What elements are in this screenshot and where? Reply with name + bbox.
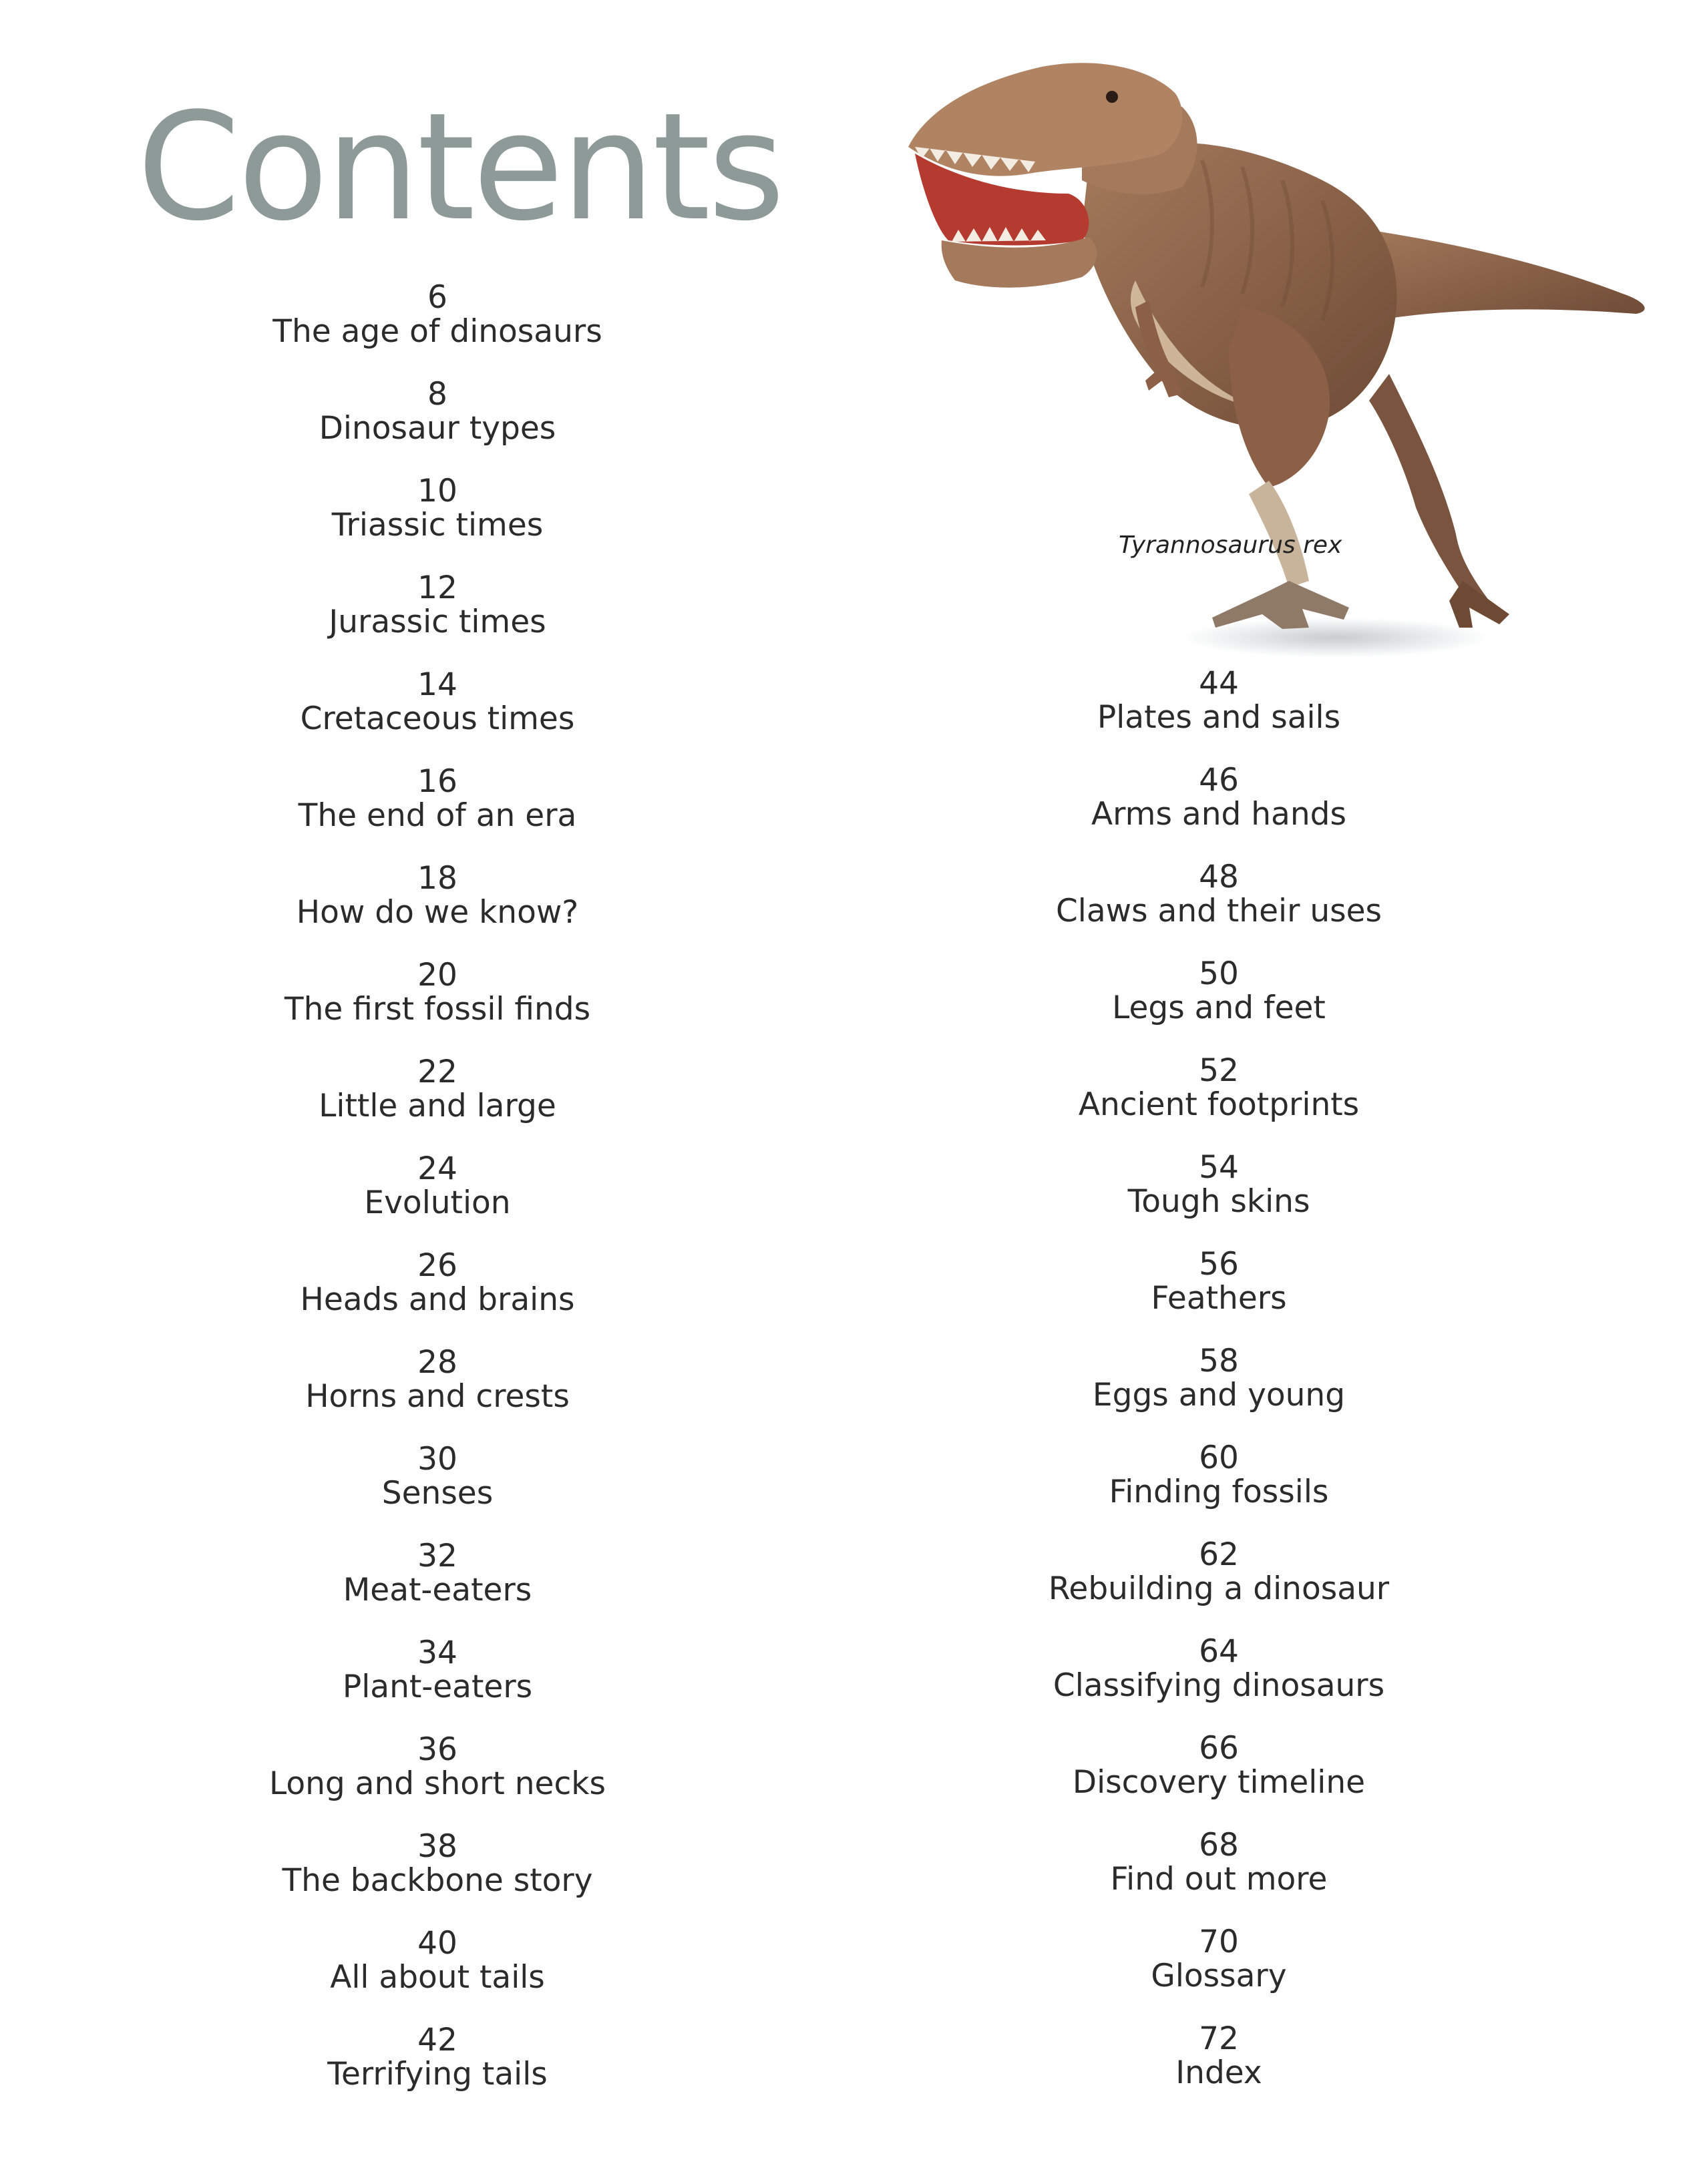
toc-page-number: 36: [417, 1731, 457, 1768]
toc-title: Little and large: [319, 1088, 556, 1124]
toc-page-number: 46: [1199, 762, 1239, 799]
toc-page-number: 12: [417, 570, 457, 606]
toc-title: Claws and their uses: [1055, 893, 1382, 929]
toc-title: Senses: [381, 1475, 494, 1512]
dino-far-leg: [1369, 374, 1489, 608]
toc-page-number: 58: [1199, 1343, 1239, 1379]
toc-page-number: 54: [1199, 1149, 1239, 1186]
toc-title: Finding fossils: [1109, 1474, 1329, 1510]
toc-title: The end of an era: [298, 797, 577, 834]
toc-title: The first fossil finds: [284, 991, 591, 1028]
toc-page-number: 44: [1199, 665, 1239, 702]
toc-page-number: 38: [417, 1828, 457, 1865]
toc-page-number: 62: [1199, 1536, 1239, 1573]
toc-title: Horns and crests: [305, 1378, 570, 1415]
toc-page-number: 52: [1199, 1052, 1239, 1089]
toc-entry[interactable]: [918, 1150, 1519, 1247]
dino-head: [908, 63, 1182, 176]
dino-eye: [1106, 91, 1118, 103]
toc-right-column: [918, 666, 1519, 2119]
toc-page-number: 60: [1199, 1440, 1239, 1476]
toc-title: Triassic times: [331, 507, 544, 543]
toc-page-number: 72: [1199, 2020, 1239, 2057]
toc-title: Find out more: [1110, 1861, 1328, 1898]
toc-entry[interactable]: [137, 1636, 738, 1733]
toc-entry[interactable]: [137, 668, 738, 765]
toc-page-number: 16: [417, 763, 457, 800]
toc-title: Dinosaur types: [319, 410, 556, 447]
toc-title: The age of dinosaurs: [272, 313, 602, 350]
toc-title: Cretaceous times: [300, 700, 575, 737]
toc-entry[interactable]: [918, 1054, 1519, 1150]
toc-title: Evolution: [364, 1184, 511, 1221]
toc-page-number: 20: [417, 957, 457, 994]
toc-entry[interactable]: [137, 1829, 738, 1926]
toc-entry[interactable]: [918, 1828, 1519, 1925]
toc-page-number: 26: [417, 1247, 457, 1284]
toc-entry[interactable]: [137, 1733, 738, 1829]
toc-entry[interactable]: [137, 765, 738, 861]
toc-page-number: 10: [417, 473, 457, 509]
toc-page-number: 14: [417, 666, 457, 703]
toc-title: Glossary: [1151, 1958, 1287, 1994]
tyrannosaurus-icon: [868, 27, 1656, 668]
toc-entry[interactable]: [918, 2022, 1519, 2119]
toc-title: Plates and sails: [1097, 699, 1341, 736]
toc-entry[interactable]: [918, 1441, 1519, 1538]
toc-title: How do we know?: [296, 894, 579, 931]
toc-entry[interactable]: [137, 474, 738, 571]
toc-entry[interactable]: [918, 860, 1519, 957]
toc-entry[interactable]: [137, 1152, 738, 1249]
toc-page-number: 70: [1199, 1924, 1239, 1960]
toc-entry[interactable]: [137, 377, 738, 474]
toc-page-number: 64: [1199, 1633, 1239, 1670]
toc-title: Legs and feet: [1112, 990, 1326, 1026]
toc-page-number: 30: [417, 1441, 457, 1478]
toc-entry[interactable]: [137, 861, 738, 958]
toc-entry[interactable]: [137, 958, 738, 1055]
toc-page-number: 8: [427, 376, 447, 413]
toc-title: Eggs and young: [1092, 1377, 1346, 1413]
toc-entry[interactable]: [137, 2023, 738, 2120]
illustration-caption: Tyrannosaurus rex: [1119, 531, 1342, 559]
toc-title: Rebuilding a dinosaur: [1048, 1570, 1390, 1607]
page-title: Contents: [137, 81, 783, 254]
toc-entry[interactable]: [918, 1731, 1519, 1828]
toc-entry[interactable]: [137, 1926, 738, 2023]
toc-page-number: 34: [417, 1634, 457, 1671]
toc-title: Meat-eaters: [343, 1572, 532, 1608]
toc-page-number: 6: [427, 279, 447, 316]
toc-entry[interactable]: [918, 1925, 1519, 2022]
toc-page-number: 50: [1199, 955, 1239, 992]
toc-page-number: 56: [1199, 1246, 1239, 1283]
toc-entry[interactable]: [918, 1247, 1519, 1344]
toc-title: Heads and brains: [300, 1281, 575, 1318]
toc-page-number: 68: [1199, 1827, 1239, 1864]
toc-entry[interactable]: [918, 1538, 1519, 1634]
toc-entry[interactable]: [137, 1249, 738, 1345]
toc-title: Feathers: [1151, 1280, 1287, 1317]
toc-title: Index: [1175, 2054, 1262, 2091]
toc-page-number: 22: [417, 1054, 457, 1090]
toc-page-number: 66: [1199, 1730, 1239, 1767]
toc-page-number: 40: [417, 1925, 457, 1962]
tyrannosaurus-illustration: [868, 27, 1656, 668]
toc-entry[interactable]: [137, 1539, 738, 1636]
toc-entry[interactable]: [918, 763, 1519, 860]
toc-title: Arms and hands: [1091, 796, 1346, 833]
toc-page-number: 42: [417, 2022, 457, 2058]
toc-entry[interactable]: [137, 571, 738, 668]
toc-entry[interactable]: [918, 666, 1519, 763]
toc-title: Long and short necks: [268, 1765, 606, 1802]
toc-entry[interactable]: [137, 1055, 738, 1152]
toc-page-number: 32: [417, 1538, 457, 1574]
toc-page-number: 28: [417, 1344, 457, 1381]
toc-page-number: 48: [1199, 859, 1239, 895]
toc-title: Classifying dinosaurs: [1053, 1667, 1385, 1704]
toc-title: Jurassic times: [329, 604, 546, 640]
toc-title: Terrifying tails: [327, 2056, 548, 2093]
toc-left-column: [137, 280, 738, 2120]
toc-entry[interactable]: [918, 1634, 1519, 1731]
toc-title: Ancient footprints: [1078, 1086, 1360, 1123]
toc-title: The backbone story: [282, 1862, 593, 1899]
toc-entry[interactable]: [137, 280, 738, 377]
toc-title: Tough skins: [1127, 1183, 1310, 1220]
toc-page-number: 18: [417, 860, 457, 897]
toc-entry[interactable]: [918, 957, 1519, 1054]
toc-title: Plant-eaters: [342, 1669, 533, 1705]
toc-page-number: 24: [417, 1150, 457, 1187]
toc-entry[interactable]: [137, 1442, 738, 1539]
toc-title: Discovery timeline: [1072, 1764, 1366, 1801]
toc-title: All about tails: [330, 1959, 545, 1996]
toc-entry[interactable]: [918, 1344, 1519, 1441]
toc-entry[interactable]: [137, 1345, 738, 1442]
